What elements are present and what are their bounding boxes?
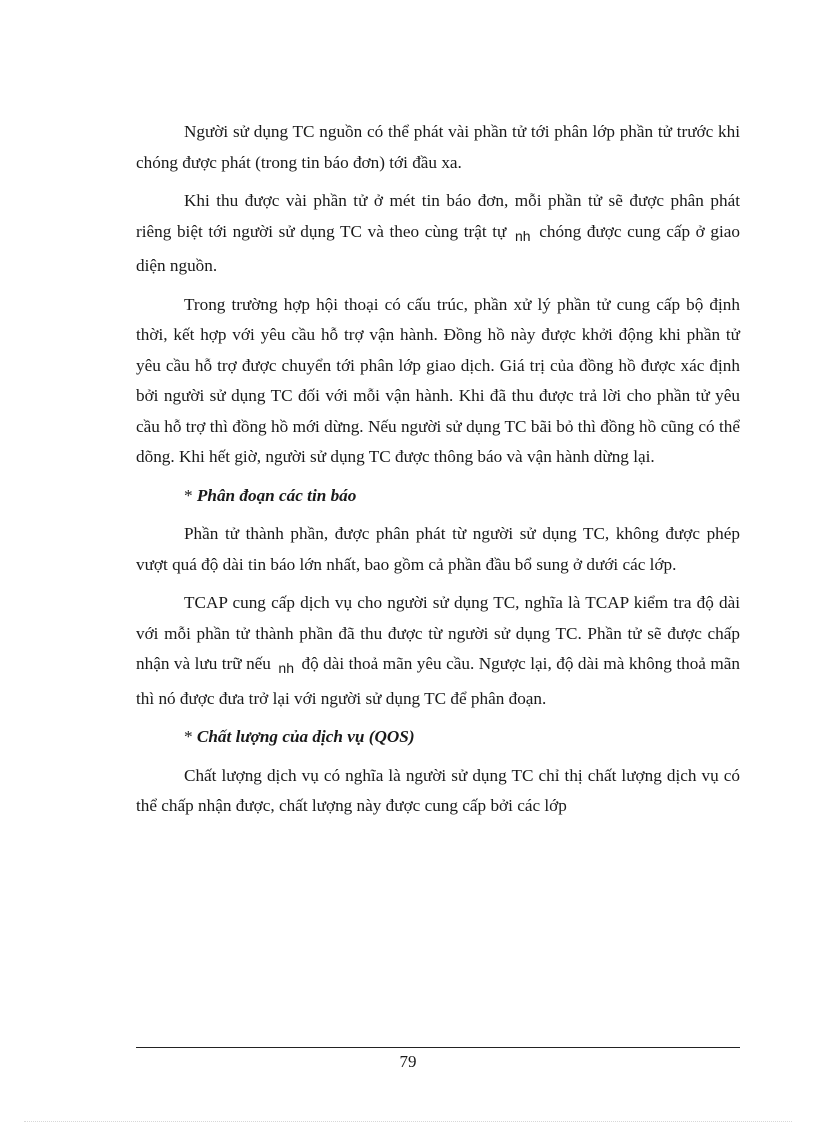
footer-divider <box>136 1047 740 1048</box>
paragraph-2-part-a: Khi thu được vài phần tử ở mét tin báo đơn, mỗi phần tử sẽ được phân phát riêng biệt tới người sử dụng TC và theo cùng trật tự <box>136 191 740 241</box>
paragraph-5-part-b: độ dài thoả mãn yêu cầu. Ngược lại, độ dài mà không thoả mãn thì nó được đưa trở lại với người sử dụng TC để phân đoạn. <box>136 654 741 708</box>
section-heading-segmentation <box>136 481 740 512</box>
heading-bullet: * <box>184 727 193 746</box>
paragraph-6: Chất lượng dịch vụ có nghĩa là người sử dụng TC chỉ thị chất lượng dịch vụ có thể chấp nhận được, chất lượng này được cung cấp bởi các lớp <box>136 765 740 815</box>
paragraph-2 <box>136 186 740 282</box>
insertion-nh-1: nh <box>515 227 531 244</box>
paragraph-3: Trong trường hợp hội thoại có cấu trúc, phần xử lý phần tử cung cấp bộ định thời, kết hợp với yêu cầu hỗ trợ vận hành. Đồng hồ này được khởi động khi phần tử yêu cầu hỗ trợ được chuyển tới phân lớp giao dịch. Giá trị của đồng hồ được xác định bởi người sử dụng TC đối với mỗi vận hành. Khi đã thu được trả lời cho phần tử yêu cầu hỗ trợ thì đồng hồ mới dừng. Nếu người sử dụng TC bãi bỏ thì đồng hồ cũng có thể dõng. Khi hết giờ, người sử dụng TC được thông báo và vận hành dừng lại. <box>136 294 740 466</box>
paragraph-5 <box>136 588 740 714</box>
heading-title: Phân đoạn các tin báo <box>196 485 357 505</box>
page-number: 79 <box>399 1052 417 1071</box>
paragraph-1: Người sử dụng TC nguồn có thể phát vài phần tử tới phân lớp phần tử trước khi chóng được phát (trong tin báo đơn) tới đầu xa. <box>136 122 740 172</box>
section-heading-qos <box>136 722 740 753</box>
paragraph-5-part-a: TCAP cung cấp dịch vụ cho người sử dụng TC, nghĩa là TCAP kiểm tra độ dài với mỗi phần tử thành phần đã thu được từ người sử dụng TC. Phần tử sẽ được chấp nhận và lưu trữ nếu <box>136 593 740 673</box>
page-bottom-edge <box>24 1121 792 1122</box>
paragraph-4: Phần tử thành phần, được phân phát từ người sử dụng TC, không được phép vượt quá độ dài tin báo lớn nhất, bao gồm cả phần đầu bổ sung ở dưới các lớp. <box>136 524 740 574</box>
insertion-nh-2: nh <box>278 660 294 676</box>
paragraph-2-part-b: chóng được cung cấp ở giao diện nguồn. <box>136 221 741 275</box>
heading-title: Chất lượng của dịch vụ (QOS) <box>196 727 415 746</box>
document-body <box>136 117 740 830</box>
heading-bullet: * <box>184 485 193 505</box>
